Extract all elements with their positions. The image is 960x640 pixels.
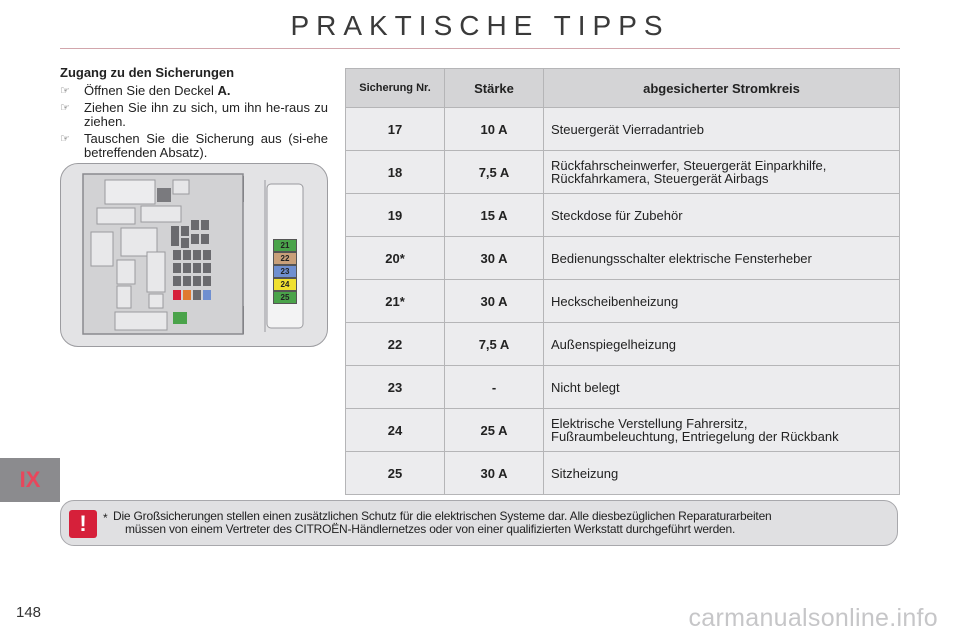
fuse-strength: 15 A [445,194,544,237]
table-header-row [346,69,900,108]
fuse-circuit [544,409,900,452]
relay [117,286,131,308]
column-header-circuit: abgesicherter Stromkreis [544,69,900,108]
note-line: Die Großsicherungen stellen einen zusätzlichen Schutz für die elektrischen Systeme dar. Alle diesbezüglichen Reparaturarbeiten [113,509,772,523]
table-row [346,237,900,280]
pointing-hand-icon: ☞ [60,133,70,145]
column-header-nr: Sicherung Nr. [346,69,445,108]
table-row [346,323,900,366]
fuse-24: 24 [273,278,297,291]
fuse-25: 25 [273,291,297,304]
fuse-circuit-line: Elektrische Verstellung Fahrersitz, [551,416,748,431]
fuse-strength: 7,5 A [445,151,544,194]
title-divider [60,48,900,49]
table-row [346,452,900,495]
warning-note [60,500,898,546]
fuse-number: 23 [346,366,445,409]
relay [91,232,113,266]
note-line: müssen von einem Vertreter des CITROËN-Händlernetzes oder von einer qualifizierten Werkstatt durchgeführt werden. [125,522,736,536]
relay [173,180,189,194]
warning-exclamation-icon: ! [69,510,97,538]
pointing-hand-icon: ☞ [60,102,70,114]
fuse-circuit [544,151,900,194]
fuse-number: 25 [346,452,445,495]
relay [117,260,135,284]
fuse-circuit-line: Fußraumbeleuchtung, Entriegelung der Rückbank [551,429,839,444]
fuse-strength: 30 A [445,237,544,280]
step-text: Ziehen Sie ihn zu sich, um ihn he-raus zu ziehen. [84,100,328,129]
fuse-strength: 25 A [445,409,544,452]
pointing-hand-icon: ☞ [60,85,70,97]
fuse-strength: 7,5 A [445,323,544,366]
fuse-circuit: Sitzheizung [544,452,900,495]
fuse-strength: 30 A [445,280,544,323]
instructions-heading: Zugang zu den Sicherungen [60,65,235,80]
fuse-number: 21* [346,280,445,323]
table-row [346,108,900,151]
step-text-bold: A. [217,83,231,98]
fuse-circuit: Heckscheibenheizung [544,280,900,323]
fuse-number: 24 [346,409,445,452]
fuse-strength: - [445,366,544,409]
step-item [60,132,328,160]
note-asterisk: * [103,511,108,525]
relay [115,312,167,330]
fuse-number: 20* [346,237,445,280]
note-text [113,510,893,536]
fuse-strength: 30 A [445,452,544,495]
fuse-circuit: Steckdose für Zubehör [544,194,900,237]
fuse-circuit-line: Rückfahrscheinwerfer, Steuergerät Einparkhilfe, [551,158,827,173]
table-row [346,151,900,194]
fuse-22: 22 [273,252,297,265]
fuse-box-diagram [60,163,328,347]
step-item [60,101,328,129]
fuse-21: 21 [273,239,297,252]
relay [141,206,181,222]
fuse-number: 19 [346,194,445,237]
column-header-strength: Stärke [445,69,544,108]
relay [149,294,163,308]
chapter-tab[interactable]: IX [0,458,60,502]
table-row [346,409,900,452]
step-text: Tauschen Sie die Sicherung aus (si-ehe betreffenden Absatz). [84,131,328,160]
page-number: 148 [16,604,42,621]
relay [105,180,155,204]
fuse-number: 17 [346,108,445,151]
maxi-fuse [157,188,171,202]
fuse-strength: 10 A [445,108,544,151]
step-item [60,84,328,98]
relay [147,252,165,292]
page-title: PRAKTISCHE TIPPS [290,10,670,41]
table-row [346,280,900,323]
table-row [346,366,900,409]
fuse-circuit: Nicht belegt [544,366,900,409]
watermark: carmanualsonline.info [688,604,938,632]
step-text: Öffnen Sie den Deckel [84,83,218,98]
fuse-number: 18 [346,151,445,194]
fuse-circuit: Bedienungsschalter elektrische Fensterheber [544,237,900,280]
relay [97,208,135,224]
fuse-table [345,68,900,495]
fuse-circuit-line: Rückfahrkamera, Steuergerät Airbags [551,171,769,186]
fuse-23: 23 [273,265,297,278]
table-row [346,194,900,237]
fuse-circuit: Steuergerät Vierradantrieb [544,108,900,151]
instructions-block [60,66,328,163]
fuse-number: 22 [346,323,445,366]
fuse-circuit: Außenspiegelheizung [544,323,900,366]
